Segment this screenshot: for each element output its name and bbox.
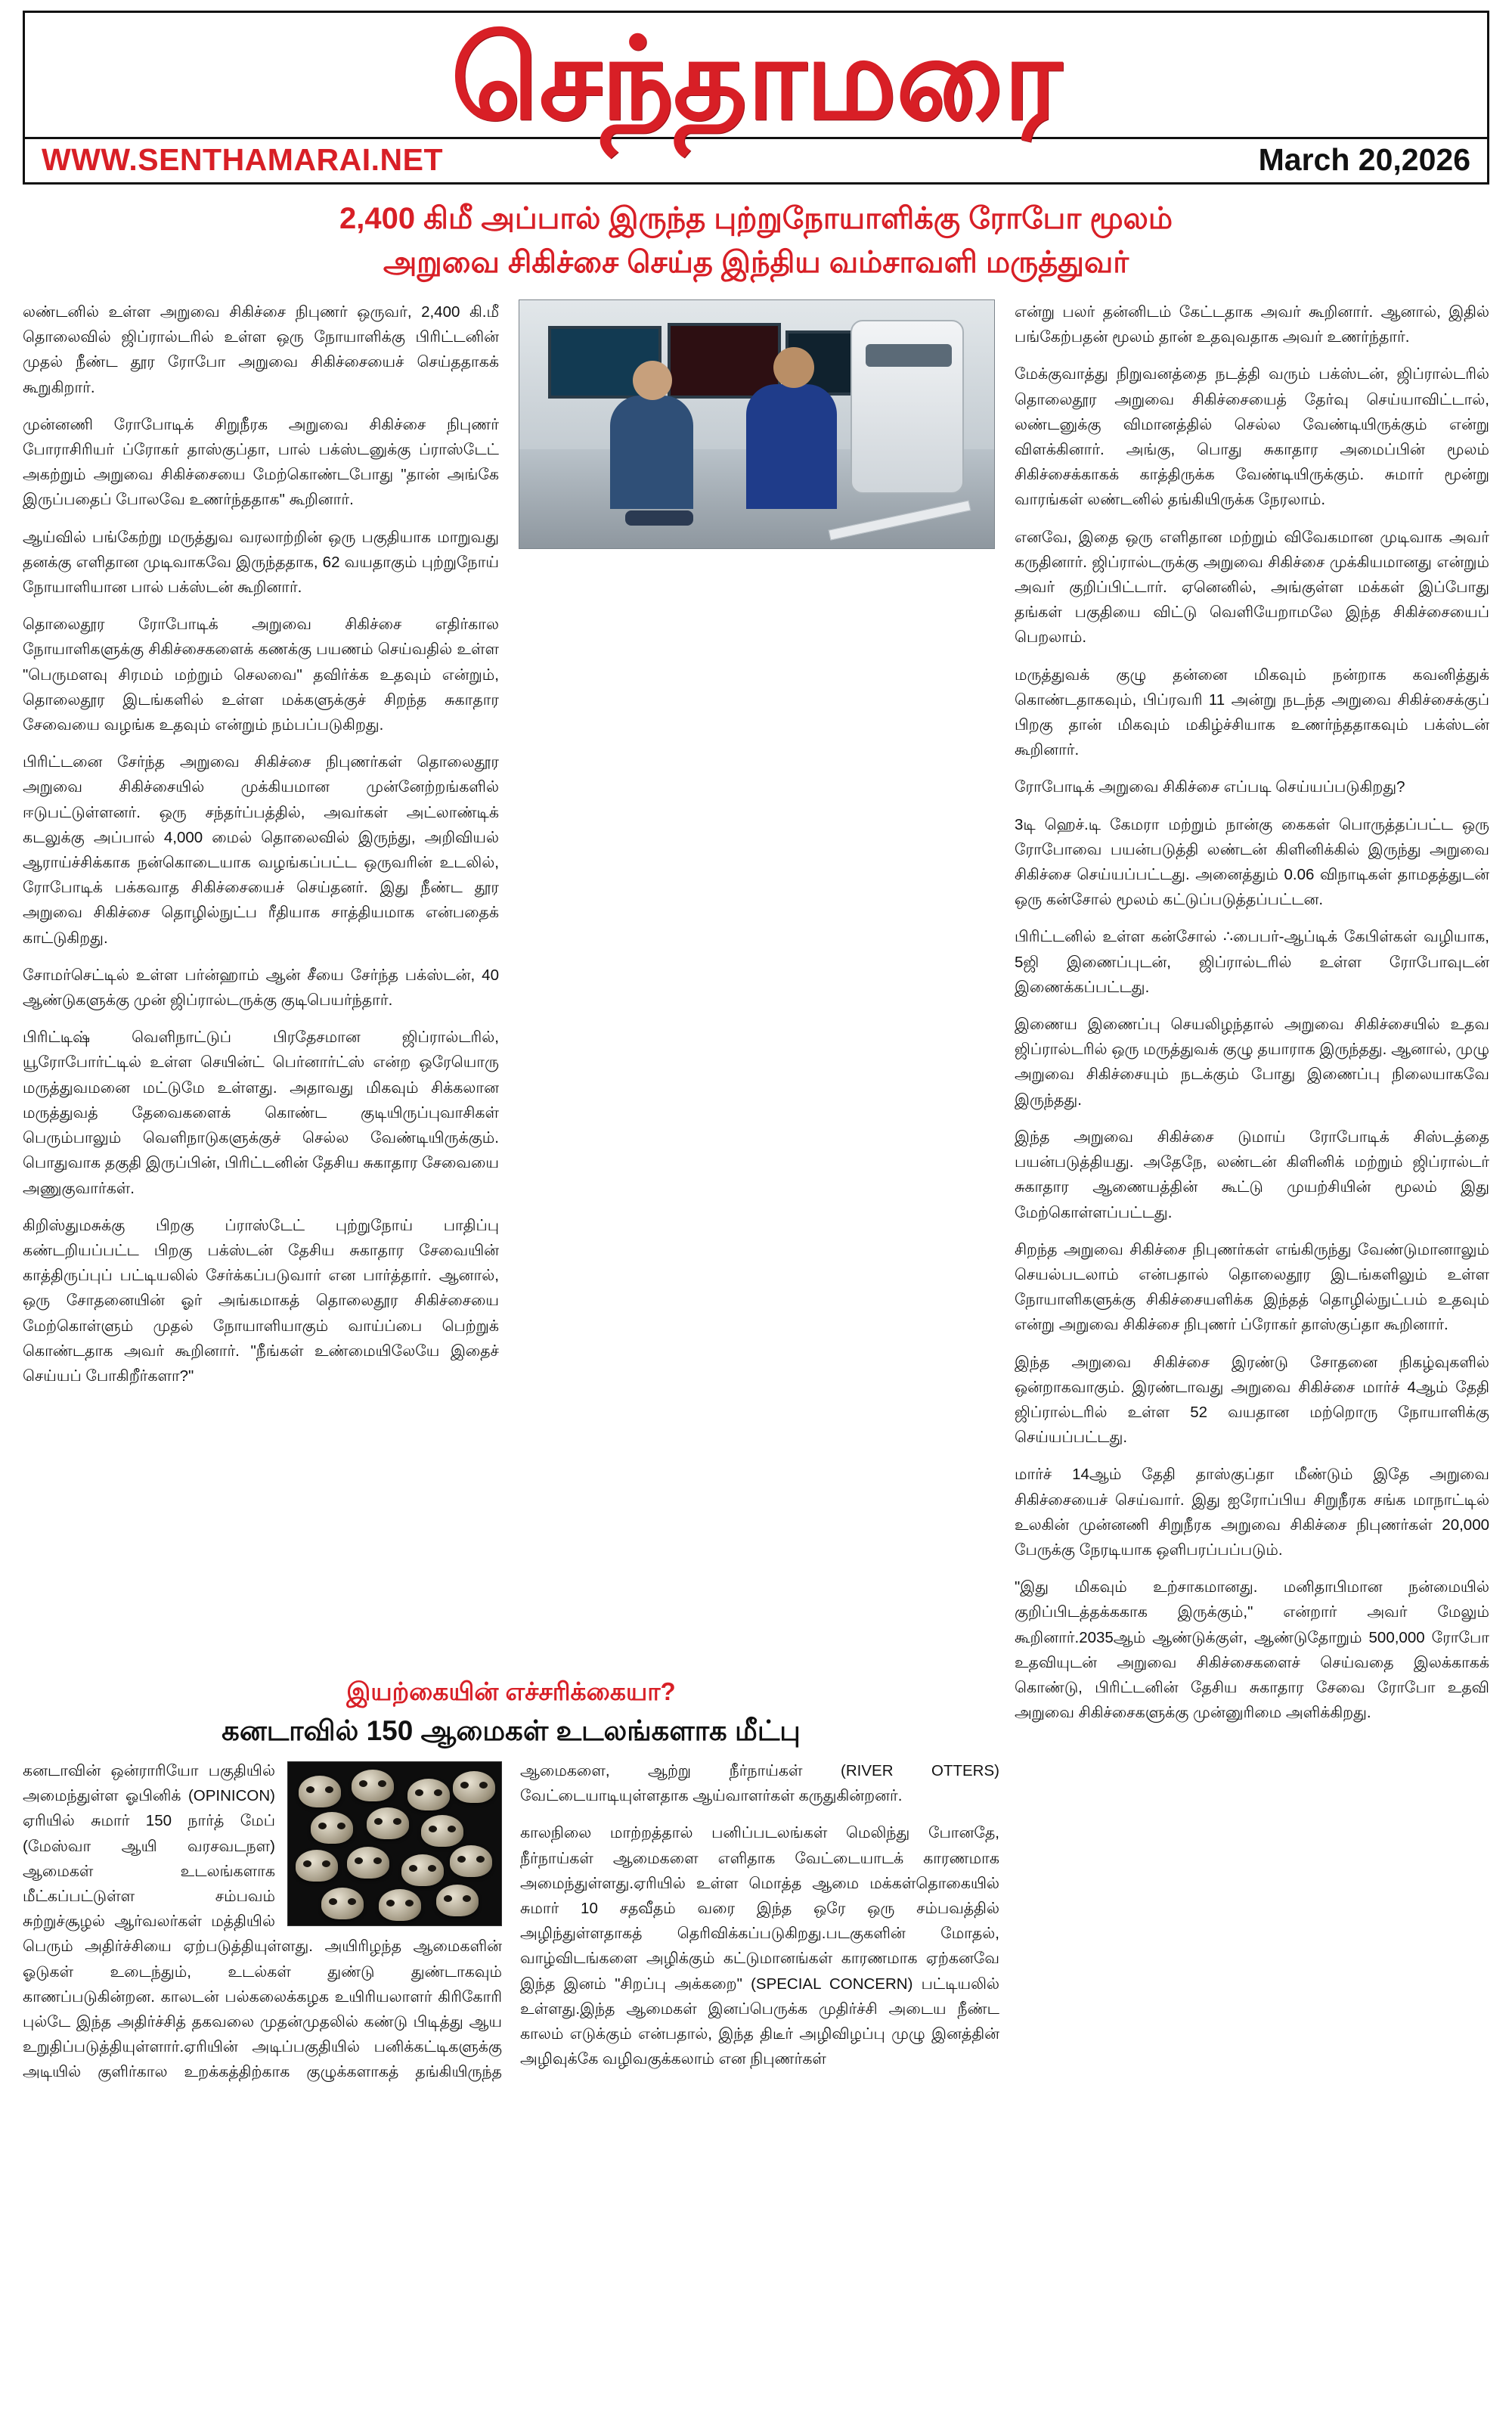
article-columns [23,299,1489,1737]
paragraph: லண்டனில் உள்ள அறுவை சிகிச்சை நிபுணர் ஒருவர், 2,400 கி.மீ தொலைவில் ஜிப்ரால்டரில் உள்ள ஒரு நோயாளிக்கு பிரிட்டனின் முதல் நீண்ட தூர ரோபோ அறுவை சிகிச்சையைச் செய்ததாகக் கூறுகிறார். [23,303,499,396]
column-middle [519,299,995,1737]
secondary-article-body [23,1758,999,2085]
headline-line-1: 2,400 கிமீ அப்பால் இருந்த புற்றுநோயாளிக்கு ரோபோ மூலம் [339,202,1173,235]
paragraph: எனவே, இதை ஒரு எளிதான மற்றும் விவேகமான முடிவாக அவர் கருதினார். ஜிப்ரால்டருக்கு அறுவை சிகிச்சை முக்கியமானது என்றும் அவர் குறிப்பிட்டார். ஏனெனில், அங்குள்ள மக்கள் இப்போது தங்கள் பகுதியை விட்டு வெளியேறாமலே இந்த சிகிச்சையைப் பெறலாம். [1015,528,1489,647]
paragraph: மருத்துவக் குழு தன்னை மிகவும் நன்றாக கவனித்துக் கொண்டதாகவும், பிப்ரவரி 11 அன்று நடந்த அறுவை சிகிச்சைக்குப் பிறகு தான் மிகவும் மகிழ்ச்சியாக உணர்ந்ததாகவும் பக்ஸ்டன் கூறினார். [1015,666,1489,759]
paragraph: "இது மிகவும் உற்சாகமானது. மனிதாபிமான நன்மையில் குறிப்பிடத்தக்ககாக இருக்கும்," என்றார் அவர் மேலும் கூறினார்.2035ஆம் ஆண்டுக்குள், ஆண்டுதோறும் 500,000 ரோபோ உதவியுடன் அறுவை சிகிச்சைகளைச் செய்வதை இலக்காகக் கொண்டு, பிரிட்டனின் தேசிய சுகாதார சேவை ரோபோ உதவி அறுவை சிகிச்சைகளுக்கு முன்னுரிமை அளிக்கிறது. [1015,1578,1489,1722]
main-headline [23,185,1489,289]
paragraph: பிரிட்டிஷ் வெளிநாட்டுப் பிரதேசமான ஜிப்ரால்டரில், யூரோபோர்ட்டில் உள்ள செயின்ட் பெர்னார்ட்ஸ் என்ற ஒரேயொரு மருத்துவமனை மட்டுமே உள்ளது. அதாவது மிகவும் சிக்கலான மருத்துவத் தேவைகளைக் கொண்ட குடியிருப்புவாசிகள் பெரும்பாலும் வெளிநாடுகளுக்குச் செல்ல வேண்டியிருக்கும். பொதுவாக தகுதி இருப்பின், பிரிட்டனின் தேசிய சுகாதார சேவையை அணுகுவார்கள். [23,1028,499,1197]
paragraph: தொலைதூர ரோபோடிக் அறுவை சிகிச்சை எதிர்கால நோயாளிகளுக்கு சிகிச்சைகளைக் கணக்கு பயணம் செய்வதில் உள்ள "பெருமளவு சிரமம் மற்றும் செலவை" தவிர்க்க உதவும் என்றும், தொலைதூர இடங்களில் உள்ள மக்களுக்குச் சிறந்த சுகாதார சேவையை வழங்க உதவும் என்றும் நம்பப்படுகிறது. [23,616,499,734]
paragraph: என்று பலர் தன்னிடம் கேட்டதாக அவர் கூறினார். ஆனால், இதில் பங்கேற்பதன் மூலம் தான் உதவுவதாக அவர் உணர்ந்தார். [1015,303,1489,346]
paragraph: கனடாவின் ஒன்ராரியோ பகுதியில் அமைந்துள்ள ஓபினிக் (OPINICON) ஏரியில் சுமார் 150 நார்த் மேப் (மேஸ்வா ஆயி வரசவடநள) ஆமைகள் உடலங்களாக மீட்கப்பட்டுள்ள சம்பவம் சுற்றுச்சூழல் ஆர்வலர்கள் மத்தியில் பெரும் அதிர்ச்சியை ஏற்படுத்தியுள்ளது. அயிரிழந்த ஆமைகளின் ஓடுகள் உடைந்தும், உடல்கள் துண்டு துண்டாகவும் காணப்படுகின்றன. காலடன் பல்கலைக்கழக உயிரியலாளர் கிரிகோரி புல்டே இந்த அதிர்ச்சித் தகவலை முதன்முதலில் கண்டு பிடித்து ஆய உறுதிப்படுத்தியுள்ளார்.ஏரியின் அடிப்பகுதியில் பனிக்கட்டிகளுக்கு அடியில் குளிர்கால உறக்கத்திற்காக குழுக்களாகத் தங்கியிருந்த ஆமைகளை, ஆற்று நீர்நாய்கள் (RIVER OTTERS) வேட்டையாடியுள்ளதாக ஆய்வாளர்கள் கருதுகின்றனர். [23,1761,999,2081]
paragraph: பிரிட்டனை சேர்ந்த அறுவை சிகிச்சை நிபுணர்கள் தொலைதூர அறுவை சிகிச்சையில் முக்கியமான முன்னேற்றங்களில் ஈடுபட்டுள்ளனர். ஒரு சந்தர்ப்பத்தில், அவர்கள் அட்லாண்டிக் கடலுக்கு அப்பால் 4,000 மைல் தொலைவில் இருந்து, அறிவியல் ஆராய்ச்சிக்காக நன்கொடையாக வழங்கப்பட்ட ஒருவரின் உடலில், ரோபோடிக் பக்கவாத சிகிச்சையைச் செய்தனர். இது நீண்ட தூர அறுவை சிகிச்சை தொழில்நுட்ப ரீதியாக சாத்தியமாக என்பதைக் காட்டுகிறது. [23,753,499,947]
paragraph: கிறிஸ்துமசுக்கு பிறகு ப்ராஸ்டேட் புற்றுநோய் பாதிப்பு கண்டறியப்பட்ட பிறகு பக்ஸ்டன் தேசிய சுகாதார சேவையின் காத்திருப்புப் பட்டியலில் சேர்க்கப்படுவார் என பார்த்தார். ஆனால், ஒரு சோதனையின் ஓர் அங்கமாகத் தொலைதூர சிகிச்சையை மேற்கொள்ளும் முதல் நோயாளியாகும் வாய்ப்பை பெற்றுக் கொண்டதாக அவர் கூறினார். "நீங்கள் உண்மையிலேயே இதைச் செய்யப் போகிறீர்களா?" [23,1216,499,1385]
paragraph: இணைய இணைப்பு செயலிழந்தால் அறுவை சிகிச்சையில் உதவ ஜிப்ரால்டரில் ஒரு மருத்துவக் குழு தயாராக இருந்தது. ஆனால், முழு அறுவை சிகிச்சையும் நடக்கும் போது இணைப்பு நிலையாகவே இருந்தது. [1015,1016,1489,1109]
column-left [23,299,499,1737]
website-url[interactable]: WWW.SENTHAMARAI.NET [42,142,444,177]
paragraph: சோமர்செட்டில் உள்ள பர்ன்ஹாம் ஆன் சீயை சேர்ந்த பக்ஸ்டன், 40 ஆண்டுகளுக்கு முன் ஜிப்ரால்டருக்கு குடிபெயர்ந்தார். [23,966,499,1010]
turtle-shells-photo [287,1761,502,1926]
masthead [23,11,1489,185]
paragraph: மேக்குவாத்து நிறுவனத்தை நடத்தி வரும் பக்ஸ்டன், ஜிப்ரால்டரில் தொலைதூர அறுவை சிகிச்சையைத் தேர்வு செய்யாவிட்டால், லண்டனுக்கு விமானத்தில் செல்ல வேண்டியிருக்கும் என்று விளக்கினார். அங்கு, பொது சுகாதார அமைப்பின் மூலம் சிகிச்சைக்காகக் காத்திருக்க வேண்டியிருக்கும். சுமார் மூன்று வாரங்கள் லண்டனில் தங்கியிருக்க நேரலாம். [1015,365,1489,509]
surgery-photo [519,299,995,549]
secondary-kicker: இயற்கையின் எச்சரிக்கையா? [346,1677,676,1705]
secondary-article [23,1671,999,2085]
paragraph: முன்னணி ரோபோடிக் சிறுநீரக அறுவை சிகிச்சை நிபுணர் போராசிரியர் ப்ரோகர் தாஸ்குப்தா, பால் பக்ஸ்டனுக்கு ப்ராஸ்டேட் அகற்றும் அறுவை சிகிச்சையை மேற்கொண்டபோது "தான் அங்கே இருப்பதைப் போலவே உணர்ந்ததாக" கூறினார். [23,415,499,509]
issue-date: March 20,2026 [1258,142,1470,177]
paragraph: இந்த அறுவை சிகிச்சை இரண்டு சோதனை நிகழ்வுகளில் ஒன்றாகவாகும். இரண்டாவது அறுவை சிகிச்சை மார்ச் 4ஆம் தேதி ஜிப்ரால்டரில் உள்ள 52 வயதான மற்றொரு நோயாளிக்கு செய்யப்பட்டது. [1015,1353,1489,1447]
paragraph: இந்த அறுவை சிகிச்சை டுமாய் ரோபோடிக் சிஸ்டத்தை பயன்படுத்தியது. அதேநே, லண்டன் கிளினிக் மற்றும் ஜிப்ரால்டர் சுகாதார ஆணையத்தின் கூட்டு முயற்சியின் மூலம் இது மேற்கொள்ளப்பட்டது. [1015,1128,1489,1221]
secondary-article-headings [23,1676,999,1749]
paragraph: ரோபோடிக் அறுவை சிகிச்சை எப்படி செய்யப்படுகிறது? [1015,778,1405,796]
paragraph: பிரிட்டனில் உள்ள கன்சோல் ∴பைபர்-ஆப்டிக் கேபிள்கள் வழியாக, 5ஜி இணைப்புடன், ஜிப்ரால்டரில் உள்ள ரோபோவுடன் இணைக்கப்பட்டது. [1015,928,1489,996]
newspaper-title: செந்தாமரை [451,15,1061,142]
paragraph: சிறந்த அறுவை சிகிச்சை நிபுணர்கள் எங்கிருந்து வேண்டுமானாலும் செயல்படலாம் என்பதால் தொலைதூர இடங்களிலும் உள்ள நோயாளிகளுக்கு சிகிச்சையளிக்க இந்தத் தொழில்நுட்பம் உதவும் என்று அறுவை சிகிச்சை நிபுணர் ப்ரோகர் தாஸ்குப்தா கூறினார். [1015,1240,1489,1334]
paragraph: மார்ச் 14ஆம் தேதி தாஸ்குப்தா மீண்டும் இதே அறுவை சிகிச்சையைச் செய்வார். இது ஐரோப்பிய சிறுநீரக சங்க மாநாட்டில் உலகின் முன்னணி சிறுநீரக அறுவை சிகிச்சை நிபுணர்கள் 20,000 பேருக்கு நேரடியாக ஒளிபரப்பப்படும். [1015,1466,1489,1559]
column-right [1015,299,1489,1737]
masthead-bar [25,137,1487,185]
headline-line-2: அறுவை சிகிச்சை செய்த இந்திய வம்சாவளி மருத்துவர் [383,246,1129,279]
paragraph: காலநிலை மாற்றத்தால் பனிப்படலங்கள் மெலிந்து போனதே, நீர்நாய்கள் ஆமைகளை எளிதாக வேட்டையாடக் காரணமாக அமைந்துள்ளது.ஏரியில் உள்ள மொத்த ஆமை மக்கள்தொகையில் சுமார் 10 சதவீதம் வரை இந்த ஒரே ஒரு சம்பவத்தில் அழிந்துள்ளதாகத் தெரிவிக்கப்படுகிறது.படகுகளின் மோதல், வாழ்விடங்களை அழிக்கும் கட்டுமானங்கள் காரணமாக ஏற்கனவே இந்த இனம் "சிறப்பு அக்கறை" (SPECIAL CONCERN) பட்டியலில் உள்ளது.இந்த ஆமைகள் இனப்பெருக்க முதிர்ச்சி அடைய நீண்ட காலம் எடுக்கும் என்பதால், இந்த திடீர் அழிவிழப்பு முழு இனத்தின் அழிவுக்கே வழிவகுக்கலாம் என நிபுணர்கள் [520,1824,999,2068]
paragraph: 3டி ஹெச்.டி கேமரா மற்றும் நான்கு கைகள் பொருத்தப்பட்ட ஒரு ரோபோவை பயன்படுத்தி லண்டன் கிளினிக்கில் இருந்து அறுவை சிகிச்சை செய்யப்பட்டது. அனைத்தும் 0.06 விநாடிகள் தாமதத்துடன் ஒரு கன்சோல் மூலம் கட்டுப்படுத்தப்பட்டன. [1015,815,1489,909]
secondary-headline: கனடாவில் 150 ஆமைகள் உடலங்களாக மீட்பு [222,1714,801,1746]
paragraph: ஆய்வில் பங்கேற்று மருத்துவ வரலாற்றின் ஒரு பகுதியாக மாறுவது தனக்கு எளிதான முடிவாகவே இருந்ததாக, 62 வயதாகும் புற்றுநோய் நோயாளியான பால் பக்ஸ்டன் கூறினார். [23,528,499,597]
